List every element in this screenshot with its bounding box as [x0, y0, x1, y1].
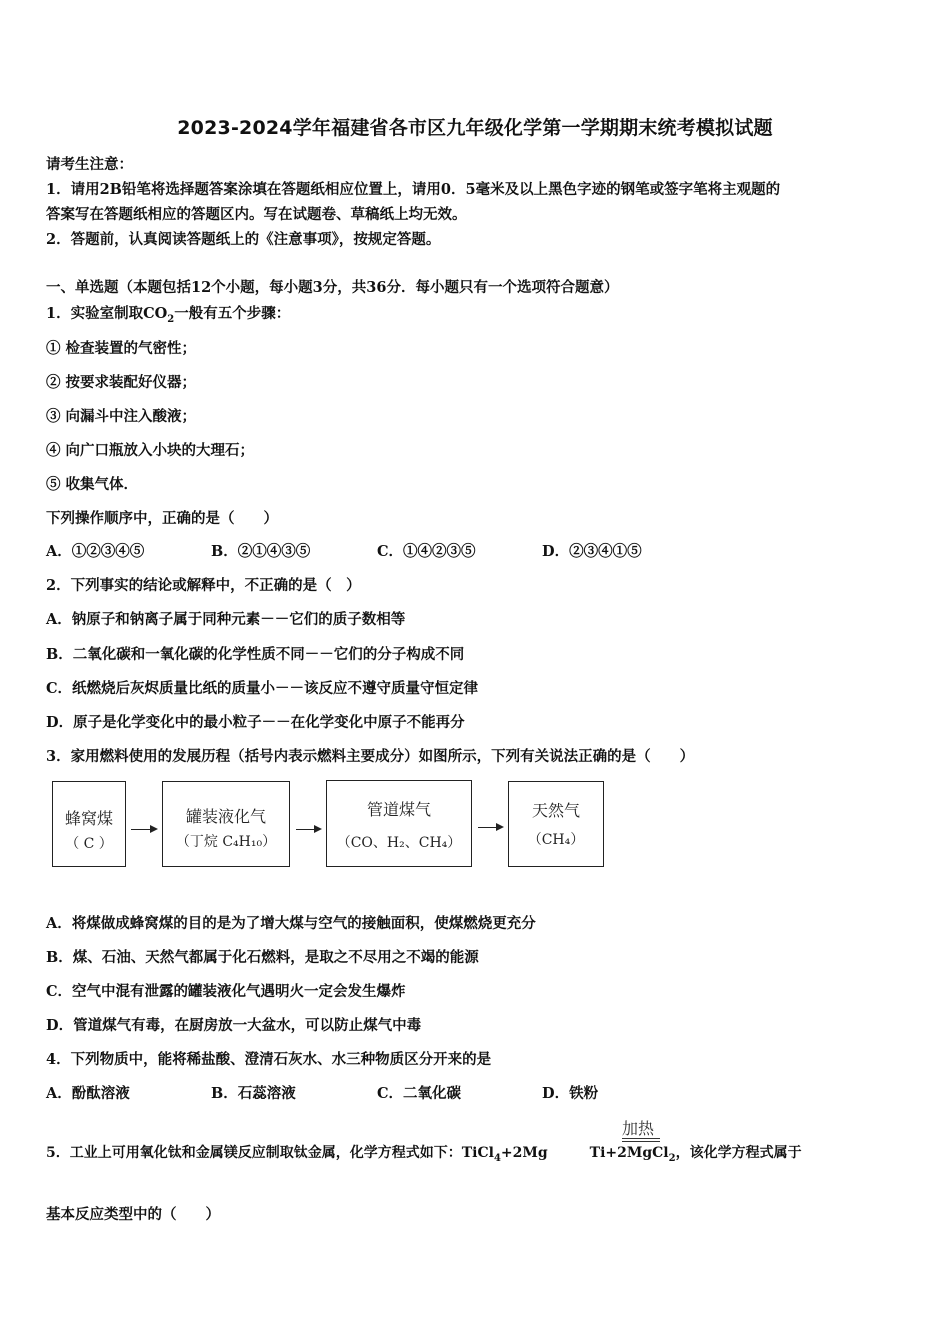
q5-stem: 5．工业上可用氧化钛和金属镁反应制取钛金属，化学方程式如下：TiCl$_4$+2Mg Ti+2MgCl$_2$，该化学方程式属于	[46, 1145, 802, 1164]
q2-stem: 2．下列事实的结论或解释中，不正确的是（ ）	[46, 577, 361, 594]
q4-stem: 4．下列物质中，能将稀盐酸、澄清石灰水、水三种物质区分开来的是	[46, 1051, 492, 1068]
q2-option-d: D．原子是化学变化中的最小粒子－－在化学变化中原子不能再分	[46, 714, 465, 731]
q1-question: 下列操作顺序中，正确的是（ ）	[46, 510, 278, 527]
flow-arrow-icon	[478, 827, 502, 828]
flow-box-formula: （丁烷 C₄H₁₀）	[175, 834, 277, 850]
equation-bar	[622, 1138, 660, 1139]
flow-box-pipeline-gas	[326, 780, 472, 867]
q1-stem: 1．实验室制取$CO_2$一般有五个步骤：	[46, 305, 291, 325]
q1-option-c: C．①④②③⑤	[377, 543, 476, 560]
q2-option-c: C．纸燃烧后灰烬质量比纸的质量小－－该反应不遵守质量守恒定律	[46, 680, 479, 697]
q3-option-b: B．煤、石油、天然气都属于化石燃料，是取之不尽用之不竭的能源	[46, 949, 479, 966]
q4-option-b: B．石蕊溶液	[211, 1085, 296, 1102]
q5-stem-line2: 基本反应类型中的（ ）	[46, 1206, 220, 1223]
flow-box-lpg	[162, 781, 290, 867]
flow-box-name: 蜂窝煤	[64, 809, 113, 828]
q1-step-1: ① 检查装置的气密性；	[46, 340, 197, 357]
q3-option-c: C．空气中混有泄露的罐装液化气遇明火一定会发生爆炸	[46, 983, 406, 1000]
page-title: 2023-2024学年福建省各市区九年级化学第一学期期末统考模拟试题	[177, 117, 773, 139]
flow-arrow-icon	[296, 829, 320, 830]
q1-step-4: ④ 向广口瓶放入小块的大理石；	[46, 442, 255, 459]
notice-item-2: 2．答题前，认真阅读答题纸上的《注意事项》，按规定答题。	[46, 231, 441, 248]
reaction-condition: 加热	[622, 1119, 655, 1138]
q4-option-a: A．酚酞溶液	[46, 1085, 130, 1102]
q3-option-a: A．将煤做成蜂窝煤的目的是为了增大煤与空气的接触面积，使煤燃烧更充分	[46, 915, 536, 932]
q3-option-d: D．管道煤气有毒，在厨房放一大盆水，可以防止煤气中毒	[46, 1017, 422, 1034]
q1-option-b: B．②①④③⑤	[211, 543, 311, 560]
notice-heading: 请考生注意：	[46, 156, 133, 173]
flow-box-formula: （ C ）	[65, 836, 113, 852]
q1-option-a: A．①②③④⑤	[46, 543, 145, 560]
flow-box-name: 罐装液化气	[185, 807, 266, 826]
q2-option-b: B．二氧化碳和一氧化碳的化学性质不同－－它们的分子构成不同	[46, 646, 465, 663]
q1-step-2: ② 按要求装配好仪器；	[46, 374, 197, 391]
flow-box-formula: （CO、H₂、CH₄）	[336, 835, 462, 851]
flow-box-honeycomb-coal	[52, 781, 126, 867]
q3-stem: 3．家用燃料使用的发展历程（括号内表示燃料主要成分）如图所示，下列有关说法正确的是（ ）	[46, 748, 695, 765]
flow-box-formula: （CH₄）	[527, 832, 585, 848]
notice-item-1a: 1．请用2B铅笔将选择题答案涂填在答题纸相应位置上，请用0．5毫米及以上黑色字迹的钢笔或签字笔将主观题的	[46, 181, 781, 198]
q1-option-d: D．②③④①⑤	[542, 543, 642, 560]
notice-item-1b: 答案写在答题纸相应的答题区内。写在试题卷、草稿纸上均无效。	[46, 206, 467, 223]
flow-box-natural-gas	[508, 781, 604, 867]
flow-box-name: 天然气	[531, 801, 580, 820]
flow-box-name: 管道煤气	[366, 800, 431, 819]
q2-option-a: A．钠原子和钠离子属于同种元素－－它们的质子数相等	[46, 611, 406, 628]
q1-step-5: ⑤ 收集气体．	[46, 476, 139, 493]
flow-arrow-icon	[131, 829, 156, 830]
section-heading: 一、单选题（本题包括12个小题，每小题3分，共36分．每小题只有一个选项符合题意）	[46, 279, 619, 296]
q4-option-c: C．二氧化碳	[377, 1085, 462, 1102]
q1-step-3: ③ 向漏斗中注入酸液；	[46, 408, 197, 425]
q4-option-d: D．铁粉	[542, 1085, 599, 1102]
